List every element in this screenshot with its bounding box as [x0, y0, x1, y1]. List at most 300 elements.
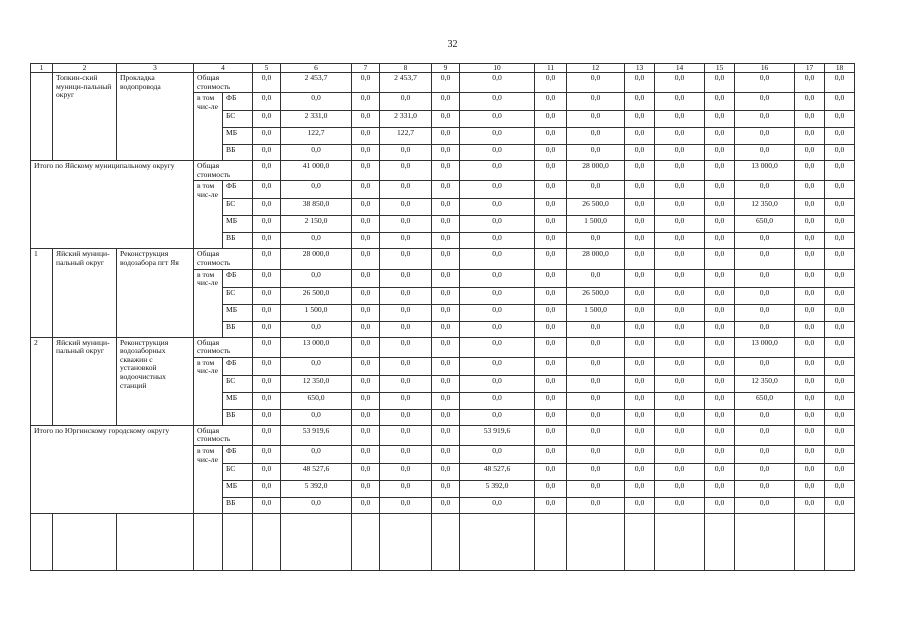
empty-cell — [53, 513, 117, 570]
value-cell: 0,0 — [705, 425, 735, 445]
value-cell: 0,0 — [625, 93, 655, 111]
value-cell: 0,0 — [460, 181, 535, 199]
value-cell: 0,0 — [705, 73, 735, 93]
empty-cell — [795, 513, 825, 570]
value-cell: 0,0 — [460, 216, 535, 233]
value-cell: 0,0 — [567, 392, 625, 409]
total-cost-label: Общая стоимость — [194, 73, 253, 93]
value-cell: 0,0 — [625, 199, 655, 216]
value-cell: 0,0 — [625, 111, 655, 128]
value-cell: 0,0 — [253, 128, 281, 145]
value-cell: 0,0 — [655, 497, 705, 513]
value-cell: 0,0 — [432, 321, 460, 337]
value-cell: 13 000,0 — [735, 337, 795, 357]
value-cell: 0,0 — [535, 249, 567, 269]
value-cell: 0,0 — [352, 287, 380, 304]
value-cell: 0,0 — [535, 409, 567, 425]
value-cell: 0,0 — [825, 199, 855, 216]
value-cell: 0,0 — [795, 445, 825, 463]
value-cell: 12 350,0 — [735, 199, 795, 216]
value-cell: 0,0 — [655, 128, 705, 145]
value-cell: 2 150,0 — [281, 216, 352, 233]
empty-cell — [460, 513, 535, 570]
value-cell: 650,0 — [735, 392, 795, 409]
value-cell: 0,0 — [567, 337, 625, 357]
value-cell: 0,0 — [825, 73, 855, 93]
value-cell: 2 331,0 — [281, 111, 352, 128]
value-cell: 0,0 — [625, 233, 655, 249]
value-cell: 0,0 — [352, 73, 380, 93]
value-cell: 0,0 — [825, 463, 855, 480]
value-cell: 28 000,0 — [281, 249, 352, 269]
value-cell: 0,0 — [567, 269, 625, 287]
value-cell: 0,0 — [825, 249, 855, 269]
value-cell: 0,0 — [432, 199, 460, 216]
value-cell: 0,0 — [535, 145, 567, 161]
value-cell: 0,0 — [705, 93, 735, 111]
value-cell: 0,0 — [380, 445, 432, 463]
value-cell: 0,0 — [432, 337, 460, 357]
fund-type: МБ — [223, 480, 253, 497]
value-cell: 0,0 — [380, 304, 432, 321]
empty-cell — [567, 513, 625, 570]
value-cell: 2 331,0 — [380, 111, 432, 128]
value-cell: 0,0 — [352, 409, 380, 425]
value-cell: 0,0 — [625, 73, 655, 93]
empty-cell — [223, 513, 253, 570]
value-cell: 0,0 — [253, 375, 281, 392]
value-cell: 0,0 — [432, 73, 460, 93]
value-cell: 0,0 — [655, 181, 705, 199]
value-cell: 0,0 — [380, 480, 432, 497]
value-cell: 0,0 — [705, 269, 735, 287]
fund-type: БС — [223, 199, 253, 216]
value-cell: 0,0 — [432, 480, 460, 497]
value-cell: 0,0 — [567, 357, 625, 375]
project-name: Прокладка водопровода — [117, 73, 194, 161]
value-cell: 0,0 — [655, 199, 705, 216]
column-number: 11 — [535, 64, 567, 73]
value-cell: 0,0 — [825, 375, 855, 392]
value-cell: 0,0 — [625, 425, 655, 445]
value-cell: 0,0 — [352, 145, 380, 161]
value-cell: 0,0 — [535, 375, 567, 392]
value-cell: 0,0 — [253, 93, 281, 111]
fund-type: ВБ — [223, 233, 253, 249]
value-cell: 0,0 — [460, 269, 535, 287]
value-cell: 0,0 — [825, 233, 855, 249]
value-cell: 0,0 — [380, 269, 432, 287]
value-cell: 0,0 — [281, 357, 352, 375]
value-cell: 12 350,0 — [281, 375, 352, 392]
value-cell: 0,0 — [795, 375, 825, 392]
value-cell: 2 453,7 — [281, 73, 352, 93]
value-cell: 0,0 — [625, 480, 655, 497]
fund-type: ВБ — [223, 497, 253, 513]
empty-cell — [194, 513, 223, 570]
value-cell: 0,0 — [735, 93, 795, 111]
value-cell: 0,0 — [735, 233, 795, 249]
total-cost-label: Общая стоимость — [194, 425, 253, 445]
value-cell: 0,0 — [625, 216, 655, 233]
empty-cell — [625, 513, 655, 570]
value-cell: 0,0 — [535, 73, 567, 93]
value-cell: 0,0 — [535, 392, 567, 409]
value-cell: 0,0 — [253, 463, 281, 480]
value-cell: 13 000,0 — [735, 161, 795, 181]
value-cell: 0,0 — [655, 463, 705, 480]
value-cell: 0,0 — [825, 269, 855, 287]
fund-type: ФБ — [223, 357, 253, 375]
value-cell: 0,0 — [705, 181, 735, 199]
value-cell: 0,0 — [352, 337, 380, 357]
value-cell: 0,0 — [535, 128, 567, 145]
value-cell: 0,0 — [535, 357, 567, 375]
value-cell: 122,7 — [281, 128, 352, 145]
value-cell: 0,0 — [253, 199, 281, 216]
value-cell: 0,0 — [625, 409, 655, 425]
value-cell: 122,7 — [380, 128, 432, 145]
value-cell: 0,0 — [655, 249, 705, 269]
empty-cell — [31, 513, 53, 570]
total-title: Итого по Юргинскому городскому округу — [31, 425, 194, 513]
value-cell: 0,0 — [567, 480, 625, 497]
value-cell: 0,0 — [432, 304, 460, 321]
value-cell: 0,0 — [705, 497, 735, 513]
table-row — [31, 425, 855, 445]
value-cell: 0,0 — [735, 181, 795, 199]
value-cell: 0,0 — [795, 269, 825, 287]
value-cell: 0,0 — [380, 249, 432, 269]
value-cell: 0,0 — [460, 392, 535, 409]
value-cell: 0,0 — [460, 337, 535, 357]
value-cell: 0,0 — [460, 73, 535, 93]
value-cell: 0,0 — [352, 357, 380, 375]
value-cell: 0,0 — [380, 161, 432, 181]
table-row — [31, 161, 855, 181]
row-number — [31, 73, 53, 161]
value-cell: 0,0 — [460, 145, 535, 161]
in-that-number-label: в том чис-ле — [194, 181, 223, 249]
column-number: 8 — [380, 64, 432, 73]
value-cell: 0,0 — [795, 337, 825, 357]
value-cell: 0,0 — [735, 73, 795, 93]
value-cell: 0,0 — [352, 128, 380, 145]
value-cell: 0,0 — [795, 111, 825, 128]
value-cell: 0,0 — [460, 497, 535, 513]
value-cell: 0,0 — [460, 445, 535, 463]
empty-cell — [825, 513, 855, 570]
value-cell: 0,0 — [380, 357, 432, 375]
value-cell: 0,0 — [352, 181, 380, 199]
value-cell: 0,0 — [535, 233, 567, 249]
value-cell: 0,0 — [432, 445, 460, 463]
value-cell: 0,0 — [352, 392, 380, 409]
value-cell: 0,0 — [352, 199, 380, 216]
value-cell: 0,0 — [825, 497, 855, 513]
value-cell: 26 500,0 — [567, 199, 625, 216]
value-cell: 0,0 — [795, 216, 825, 233]
value-cell: 0,0 — [795, 128, 825, 145]
value-cell: 0,0 — [567, 111, 625, 128]
value-cell: 0,0 — [460, 357, 535, 375]
value-cell: 0,0 — [825, 392, 855, 409]
value-cell: 0,0 — [253, 287, 281, 304]
value-cell: 0,0 — [795, 145, 825, 161]
value-cell: 0,0 — [825, 425, 855, 445]
value-cell: 0,0 — [705, 128, 735, 145]
value-cell: 0,0 — [352, 375, 380, 392]
value-cell: 0,0 — [253, 392, 281, 409]
value-cell: 0,0 — [735, 463, 795, 480]
value-cell: 0,0 — [825, 321, 855, 337]
value-cell: 0,0 — [432, 269, 460, 287]
value-cell: 0,0 — [795, 357, 825, 375]
row-number: 2 — [31, 337, 53, 425]
column-number: 14 — [655, 64, 705, 73]
value-cell: 0,0 — [281, 321, 352, 337]
fund-type: БС — [223, 111, 253, 128]
column-number: 4 — [194, 64, 253, 73]
value-cell: 13 000,0 — [281, 337, 352, 357]
value-cell: 0,0 — [735, 409, 795, 425]
value-cell: 0,0 — [380, 287, 432, 304]
empty-cell — [535, 513, 567, 570]
value-cell: 0,0 — [825, 128, 855, 145]
value-cell: 0,0 — [705, 249, 735, 269]
project-name: Реконструкция водозаборных скважин с установкой водоочистных станций — [117, 337, 194, 425]
value-cell: 0,0 — [380, 463, 432, 480]
value-cell: 0,0 — [655, 145, 705, 161]
value-cell: 0,0 — [735, 321, 795, 337]
fund-type: ФБ — [223, 269, 253, 287]
value-cell: 0,0 — [432, 181, 460, 199]
value-cell: 0,0 — [567, 409, 625, 425]
value-cell: 26 500,0 — [281, 287, 352, 304]
value-cell: 0,0 — [253, 445, 281, 463]
value-cell: 0,0 — [655, 375, 705, 392]
fund-type: МБ — [223, 304, 253, 321]
value-cell: 0,0 — [655, 409, 705, 425]
column-number: 18 — [825, 64, 855, 73]
total-title: Итого по Яйскому муниципальному округу — [31, 161, 194, 249]
value-cell: 650,0 — [281, 392, 352, 409]
value-cell: 0,0 — [253, 321, 281, 337]
value-cell: 0,0 — [535, 269, 567, 287]
value-cell: 0,0 — [795, 199, 825, 216]
value-cell: 41 000,0 — [281, 161, 352, 181]
column-number: 2 — [53, 64, 117, 73]
value-cell: 0,0 — [253, 73, 281, 93]
value-cell: 48 527,6 — [460, 463, 535, 480]
value-cell: 0,0 — [795, 497, 825, 513]
value-cell: 0,0 — [655, 304, 705, 321]
value-cell: 0,0 — [253, 480, 281, 497]
in-that-number-label: в том чис-ле — [194, 93, 223, 161]
value-cell: 0,0 — [535, 425, 567, 445]
value-cell: 0,0 — [352, 233, 380, 249]
value-cell: 0,0 — [655, 93, 705, 111]
empty-cell — [117, 513, 194, 570]
value-cell: 0,0 — [795, 181, 825, 199]
value-cell: 0,0 — [655, 392, 705, 409]
value-cell: 0,0 — [735, 249, 795, 269]
value-cell: 0,0 — [352, 425, 380, 445]
column-number: 15 — [705, 64, 735, 73]
value-cell: 0,0 — [655, 357, 705, 375]
value-cell: 0,0 — [735, 480, 795, 497]
value-cell: 0,0 — [705, 161, 735, 181]
value-cell: 0,0 — [432, 497, 460, 513]
value-cell: 0,0 — [253, 111, 281, 128]
value-cell: 0,0 — [625, 357, 655, 375]
value-cell: 0,0 — [825, 357, 855, 375]
total-cost-label: Общая стоимость — [194, 161, 253, 181]
value-cell: 38 850,0 — [281, 199, 352, 216]
value-cell: 0,0 — [380, 425, 432, 445]
value-cell: 0,0 — [825, 111, 855, 128]
column-number: 9 — [432, 64, 460, 73]
value-cell: 0,0 — [253, 269, 281, 287]
fund-type: МБ — [223, 216, 253, 233]
column-number: 3 — [117, 64, 194, 73]
value-cell: 0,0 — [567, 375, 625, 392]
value-cell: 0,0 — [735, 287, 795, 304]
value-cell: 0,0 — [281, 93, 352, 111]
value-cell: 53 919,6 — [460, 425, 535, 445]
value-cell: 0,0 — [655, 111, 705, 128]
value-cell: 0,0 — [352, 497, 380, 513]
value-cell: 0,0 — [705, 111, 735, 128]
value-cell: 0,0 — [705, 233, 735, 249]
value-cell: 0,0 — [460, 321, 535, 337]
value-cell: 0,0 — [705, 321, 735, 337]
value-cell: 0,0 — [735, 425, 795, 445]
value-cell: 0,0 — [825, 145, 855, 161]
value-cell: 0,0 — [460, 111, 535, 128]
municipality-name: Топкин-ский муници-пальный округ — [53, 73, 117, 161]
empty-cell — [655, 513, 705, 570]
empty-cell — [253, 513, 281, 570]
value-cell: 0,0 — [352, 161, 380, 181]
value-cell: 0,0 — [253, 304, 281, 321]
value-cell: 0,0 — [460, 249, 535, 269]
value-cell: 0,0 — [352, 269, 380, 287]
value-cell: 0,0 — [380, 409, 432, 425]
value-cell: 0,0 — [460, 409, 535, 425]
value-cell: 0,0 — [795, 304, 825, 321]
fund-type: ФБ — [223, 181, 253, 199]
value-cell: 0,0 — [825, 304, 855, 321]
value-cell: 0,0 — [380, 375, 432, 392]
value-cell: 0,0 — [625, 392, 655, 409]
value-cell: 5 392,0 — [460, 480, 535, 497]
value-cell: 0,0 — [432, 287, 460, 304]
value-cell: 0,0 — [735, 304, 795, 321]
value-cell: 0,0 — [432, 375, 460, 392]
value-cell: 0,0 — [535, 111, 567, 128]
empty-cell — [432, 513, 460, 570]
value-cell: 0,0 — [735, 497, 795, 513]
municipality-name: Яйский муници-пальный округ — [53, 249, 117, 337]
value-cell: 0,0 — [625, 128, 655, 145]
value-cell: 0,0 — [535, 181, 567, 199]
value-cell: 0,0 — [567, 93, 625, 111]
value-cell: 0,0 — [535, 161, 567, 181]
value-cell: 0,0 — [253, 145, 281, 161]
value-cell: 0,0 — [825, 181, 855, 199]
value-cell: 0,0 — [535, 497, 567, 513]
value-cell: 0,0 — [380, 199, 432, 216]
value-cell: 0,0 — [352, 249, 380, 269]
value-cell: 0,0 — [705, 409, 735, 425]
fund-type: ВБ — [223, 321, 253, 337]
value-cell: 0,0 — [795, 463, 825, 480]
fund-type: ФБ — [223, 93, 253, 111]
column-number: 6 — [281, 64, 352, 73]
value-cell: 0,0 — [352, 463, 380, 480]
value-cell: 0,0 — [352, 480, 380, 497]
value-cell: 0,0 — [535, 445, 567, 463]
value-cell: 0,0 — [625, 161, 655, 181]
value-cell: 0,0 — [795, 321, 825, 337]
value-cell: 0,0 — [281, 269, 352, 287]
value-cell: 0,0 — [795, 93, 825, 111]
value-cell: 0,0 — [735, 445, 795, 463]
empty-cell — [352, 513, 380, 570]
value-cell: 0,0 — [535, 304, 567, 321]
value-cell: 0,0 — [535, 337, 567, 357]
filler-row — [31, 513, 855, 570]
value-cell: 0,0 — [380, 145, 432, 161]
value-cell: 0,0 — [432, 425, 460, 445]
value-cell: 0,0 — [625, 463, 655, 480]
value-cell: 0,0 — [825, 93, 855, 111]
column-number: 10 — [460, 64, 535, 73]
value-cell: 0,0 — [655, 287, 705, 304]
fund-type: ФБ — [223, 445, 253, 463]
value-cell: 0,0 — [825, 216, 855, 233]
value-cell: 0,0 — [535, 463, 567, 480]
value-cell: 48 527,6 — [281, 463, 352, 480]
value-cell: 28 000,0 — [567, 249, 625, 269]
value-cell: 0,0 — [567, 321, 625, 337]
value-cell: 0,0 — [655, 321, 705, 337]
fund-type: МБ — [223, 128, 253, 145]
value-cell: 0,0 — [432, 161, 460, 181]
value-cell: 0,0 — [460, 287, 535, 304]
value-cell: 0,0 — [535, 216, 567, 233]
empty-cell — [380, 513, 432, 570]
value-cell: 0,0 — [253, 249, 281, 269]
table-body — [31, 64, 855, 571]
value-cell: 0,0 — [705, 445, 735, 463]
in-that-number-label: в том чис-ле — [194, 445, 223, 513]
value-cell: 0,0 — [352, 321, 380, 337]
page-number: 32 — [447, 39, 458, 50]
value-cell: 0,0 — [655, 233, 705, 249]
value-cell: 0,0 — [432, 111, 460, 128]
value-cell: 0,0 — [352, 93, 380, 111]
fund-type: БС — [223, 287, 253, 304]
value-cell: 0,0 — [705, 375, 735, 392]
value-cell: 1 500,0 — [567, 304, 625, 321]
value-cell: 0,0 — [253, 233, 281, 249]
value-cell: 0,0 — [432, 392, 460, 409]
value-cell: 0,0 — [735, 269, 795, 287]
value-cell: 0,0 — [795, 392, 825, 409]
value-cell: 0,0 — [655, 161, 705, 181]
